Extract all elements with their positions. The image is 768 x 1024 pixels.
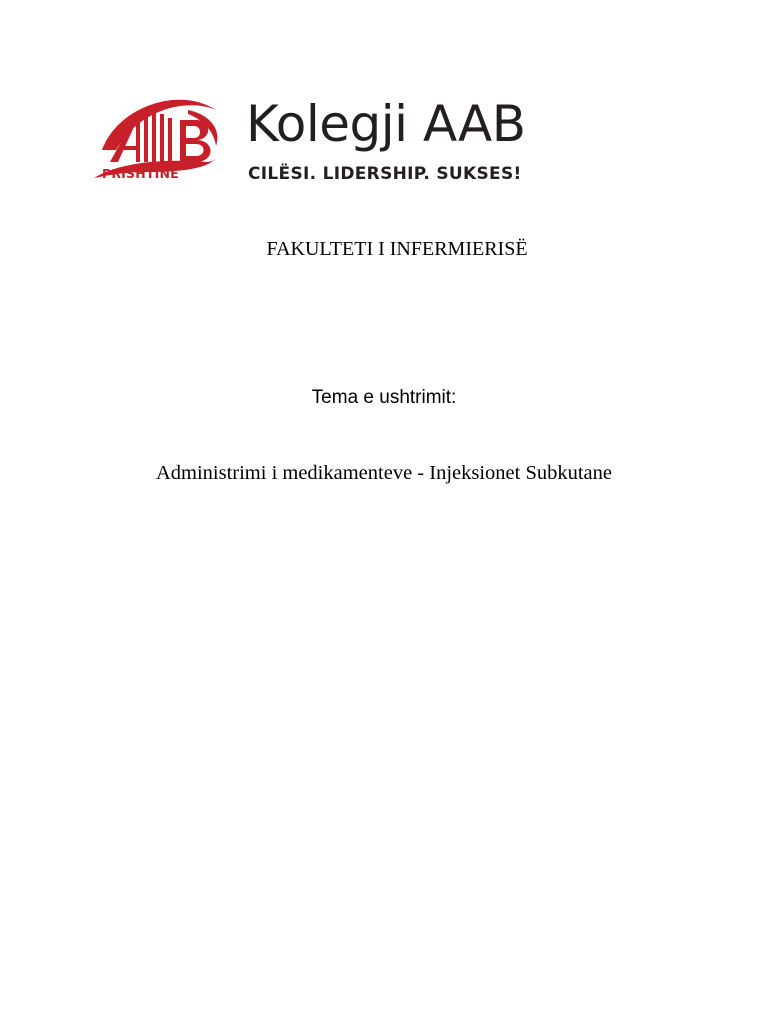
topic-title: Administrimi i medikamenteve - Injeksionet Subkutane: [155, 462, 613, 484]
logo-college-name: Kolegji AAB: [246, 95, 526, 153]
topic-label: Tema e ushtrimit:: [311, 387, 457, 408]
logo-slogan: CILËSI. LIDERSHIP. SUKSES!: [248, 164, 522, 184]
faculty-heading: FAKULTETI I INFERMIERISË: [266, 238, 528, 260]
college-logo: [88, 88, 608, 188]
logo-city-label: PRISHTINË: [102, 166, 179, 181]
